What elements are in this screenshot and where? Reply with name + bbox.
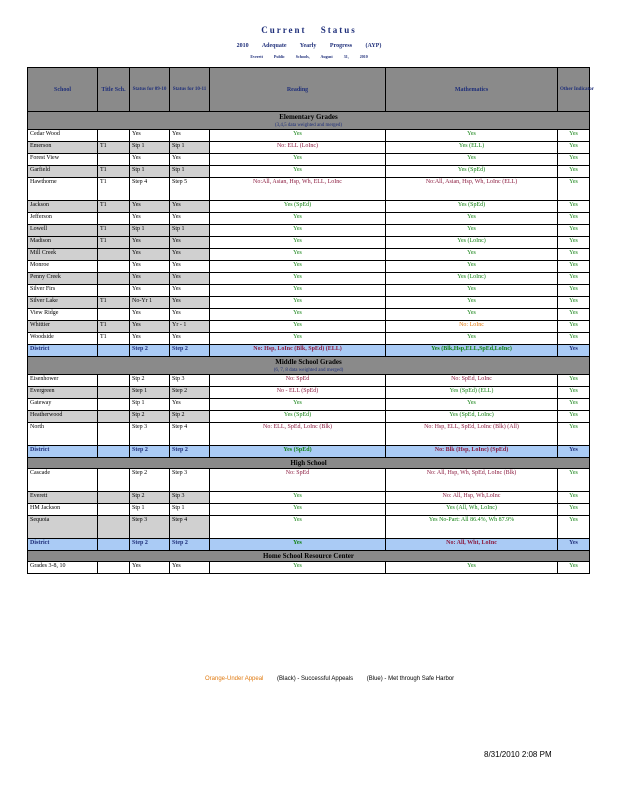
legend-black: (Black) - Successful Appeals bbox=[277, 676, 354, 682]
reading-result: Yes (SpEd) bbox=[210, 446, 386, 458]
col-header-reading: Reading bbox=[210, 68, 386, 112]
section-middle bbox=[28, 357, 590, 375]
status-1011: Stp 1 bbox=[170, 142, 210, 154]
status-0910: Step 2 bbox=[130, 345, 170, 357]
other-indicator: Yes bbox=[558, 166, 590, 178]
title-flag bbox=[98, 249, 130, 261]
school-row bbox=[28, 213, 590, 225]
status-0910: Step 2 bbox=[130, 446, 170, 458]
reading-result: Yes bbox=[210, 516, 386, 539]
legend bbox=[205, 676, 466, 682]
col-header-status-1011: Status for 10-11 bbox=[170, 68, 210, 112]
school-row bbox=[28, 273, 590, 285]
report-subtitle: 2010 Adequate Yearly Progress (AYP) bbox=[236, 43, 382, 49]
title-flag bbox=[98, 411, 130, 423]
math-result: Yes (SpEd) bbox=[386, 166, 558, 178]
school-row bbox=[28, 285, 590, 297]
other-indicator: Yes bbox=[558, 178, 590, 201]
status-0910: Step 2 bbox=[130, 539, 170, 551]
status-1011: Yes bbox=[170, 237, 210, 249]
title-flag bbox=[98, 130, 130, 142]
legend-orange: Orange-Under Appeal bbox=[205, 676, 264, 682]
school-row bbox=[28, 469, 590, 492]
school-name: Eisenhower bbox=[28, 375, 98, 387]
title-flag: T1 bbox=[98, 297, 130, 309]
title-flag bbox=[98, 562, 130, 574]
other-indicator: Yes bbox=[558, 142, 590, 154]
status-0910: Step 2 bbox=[130, 469, 170, 492]
status-0910: Step 3 bbox=[130, 516, 170, 539]
school-row bbox=[28, 154, 590, 166]
reading-result: Yes bbox=[210, 309, 386, 321]
section-elementary bbox=[28, 112, 590, 130]
status-1011: Yes bbox=[170, 309, 210, 321]
math-result: Yes bbox=[386, 399, 558, 411]
math-result: Yes (Blk,Hsp,ELL,SpEd,LoInc) bbox=[386, 345, 558, 357]
other-indicator: Yes bbox=[558, 309, 590, 321]
reading-result: Yes bbox=[210, 130, 386, 142]
other-indicator: Yes bbox=[558, 375, 590, 387]
section-home-cell bbox=[28, 551, 590, 562]
math-result: Yes No-Part: All 86.4%, Wh 87.9% bbox=[386, 516, 558, 539]
math-result: No: SpEd, LoInc bbox=[386, 375, 558, 387]
col-header-title: Title Sch. bbox=[98, 68, 130, 112]
section-middle-cell bbox=[28, 357, 590, 375]
school-name: Jackson bbox=[28, 201, 98, 213]
math-result: No: Hsp, ELL, SpEd, LoInc (Blk) (All) bbox=[386, 423, 558, 446]
status-0910: Stp 1 bbox=[130, 166, 170, 178]
title-flag: T1 bbox=[98, 333, 130, 345]
school-name: Heatherwood bbox=[28, 411, 98, 423]
reading-result: Yes bbox=[210, 166, 386, 178]
school-name: District bbox=[28, 345, 98, 357]
school-name: Grades 3-8, 10 bbox=[28, 562, 98, 574]
section-high-title: High School bbox=[290, 459, 327, 467]
school-name: Sequoia bbox=[28, 516, 98, 539]
title-flag bbox=[98, 345, 130, 357]
school-row bbox=[28, 411, 590, 423]
status-0910: Stp 1 bbox=[130, 142, 170, 154]
section-elementary-cell bbox=[28, 112, 590, 130]
math-result: Yes (SpEd) (ELL) bbox=[386, 387, 558, 399]
status-0910: Yes bbox=[130, 130, 170, 142]
school-name: District bbox=[28, 446, 98, 458]
school-name: Cedar Wood bbox=[28, 130, 98, 142]
title-flag bbox=[98, 504, 130, 516]
title-flag: T1 bbox=[98, 178, 130, 201]
reading-result: Yes bbox=[210, 562, 386, 574]
status-0910: Yes bbox=[130, 201, 170, 213]
other-indicator: Yes bbox=[558, 261, 590, 273]
status-1011: Stp 3 bbox=[170, 375, 210, 387]
col-header-math: Mathematics bbox=[386, 68, 558, 112]
title-flag bbox=[98, 273, 130, 285]
school-name: Gateway bbox=[28, 399, 98, 411]
reading-result: Yes bbox=[210, 261, 386, 273]
status-0910: Step 4 bbox=[130, 178, 170, 201]
status-0910: No-Yr 1 bbox=[130, 297, 170, 309]
school-row bbox=[28, 249, 590, 261]
status-1011: Step 2 bbox=[170, 345, 210, 357]
reading-result: No: ELL (LoInc) bbox=[210, 142, 386, 154]
section-elementary-sub: (3,4,5 data weighted and merged) bbox=[274, 123, 343, 128]
status-1011: Yes bbox=[170, 333, 210, 345]
status-1011: Yes bbox=[170, 562, 210, 574]
reading-result: Yes bbox=[210, 539, 386, 551]
school-row bbox=[28, 375, 590, 387]
status-1011: Yes bbox=[170, 399, 210, 411]
school-name: Cascade bbox=[28, 469, 98, 492]
reading-result: No: SpEd bbox=[210, 469, 386, 492]
reading-result: No: SpEd bbox=[210, 375, 386, 387]
school-row bbox=[28, 516, 590, 539]
status-0910: Yes bbox=[130, 237, 170, 249]
section-elementary-title: Elementary Grades bbox=[279, 113, 338, 121]
legend-blue: (Blue) - Met through Safe Harbor bbox=[366, 676, 455, 682]
math-result: Yes (SpEd) bbox=[386, 201, 558, 213]
math-result: No: All, Hsp, Wh, SpEd, LoInc (Blk) bbox=[386, 469, 558, 492]
other-indicator: Yes bbox=[558, 249, 590, 261]
reading-result: Yes bbox=[210, 213, 386, 225]
math-result: Yes bbox=[386, 261, 558, 273]
reading-result: Yes bbox=[210, 297, 386, 309]
title-flag bbox=[98, 375, 130, 387]
school-row bbox=[28, 261, 590, 273]
col-header-other: Other Indicator bbox=[558, 68, 590, 112]
status-0910: Yes bbox=[130, 261, 170, 273]
math-result: Yes (All, Wh, LoInc) bbox=[386, 504, 558, 516]
school-name: Penny Creek bbox=[28, 273, 98, 285]
other-indicator: Yes bbox=[558, 562, 590, 574]
other-indicator: Yes bbox=[558, 333, 590, 345]
school-name: View Ridge bbox=[28, 309, 98, 321]
status-1011: Stp 2 bbox=[170, 411, 210, 423]
school-name: Whittier bbox=[28, 321, 98, 333]
other-indicator: Yes bbox=[558, 539, 590, 551]
title-flag bbox=[98, 516, 130, 539]
math-result: No:All, Asian, Hsp, Wh, LoInc (ELL) bbox=[386, 178, 558, 201]
status-1011: Yes bbox=[170, 249, 210, 261]
school-row bbox=[28, 504, 590, 516]
status-1011: Yes bbox=[170, 285, 210, 297]
title-flag bbox=[98, 309, 130, 321]
school-row bbox=[28, 166, 590, 178]
title-flag bbox=[98, 469, 130, 492]
status-0910: Yes bbox=[130, 562, 170, 574]
school-name: Everett bbox=[28, 492, 98, 504]
school-row bbox=[28, 492, 590, 504]
status-0910: Yes bbox=[130, 213, 170, 225]
reading-result: No:All, Asian, Hsp, Wh, ELL, LoInc bbox=[210, 178, 386, 201]
status-0910: Yes bbox=[130, 321, 170, 333]
report-title: Current Status bbox=[261, 25, 357, 35]
status-1011: Step 5 bbox=[170, 178, 210, 201]
other-indicator: Yes bbox=[558, 345, 590, 357]
reading-result: Yes bbox=[210, 249, 386, 261]
status-1011: Step 2 bbox=[170, 387, 210, 399]
school-name: Jefferson bbox=[28, 213, 98, 225]
status-0910: Stp 1 bbox=[130, 225, 170, 237]
status-0910: Stp 1 bbox=[130, 504, 170, 516]
status-1011: Yes bbox=[170, 201, 210, 213]
other-indicator: Yes bbox=[558, 469, 590, 492]
other-indicator: Yes bbox=[558, 130, 590, 142]
other-indicator: Yes bbox=[558, 285, 590, 297]
section-middle-sub: (6, 7, 8 data weighted and merged) bbox=[273, 368, 344, 373]
status-1011: Step 3 bbox=[170, 469, 210, 492]
title-flag bbox=[98, 399, 130, 411]
section-high-cell bbox=[28, 458, 590, 469]
reading-result: Yes bbox=[210, 154, 386, 166]
other-indicator: Yes bbox=[558, 387, 590, 399]
title-flag bbox=[98, 213, 130, 225]
title-flag bbox=[98, 446, 130, 458]
reading-result: Yes bbox=[210, 492, 386, 504]
school-name: Madison bbox=[28, 237, 98, 249]
other-indicator: Yes bbox=[558, 321, 590, 333]
other-indicator: Yes bbox=[558, 154, 590, 166]
reading-result: Yes bbox=[210, 273, 386, 285]
other-indicator: Yes bbox=[558, 492, 590, 504]
math-result: Yes bbox=[386, 249, 558, 261]
school-row bbox=[28, 562, 590, 574]
school-row bbox=[28, 237, 590, 249]
reading-result: Yes bbox=[210, 225, 386, 237]
status-0910: Yes bbox=[130, 309, 170, 321]
status-0910: Yes bbox=[130, 249, 170, 261]
title-flag bbox=[98, 492, 130, 504]
reading-result: No: ELL, SpEd, LoInc (Blk) bbox=[210, 423, 386, 446]
reading-result: Yes bbox=[210, 399, 386, 411]
title-flag: T1 bbox=[98, 225, 130, 237]
other-indicator: Yes bbox=[558, 446, 590, 458]
status-1011: Yes bbox=[170, 297, 210, 309]
status-0910: Yes bbox=[130, 285, 170, 297]
status-1011: Stp 3 bbox=[170, 492, 210, 504]
title-flag bbox=[98, 423, 130, 446]
school-name: Silver Lake bbox=[28, 297, 98, 309]
status-1011: Yes bbox=[170, 154, 210, 166]
title-flag bbox=[98, 387, 130, 399]
other-indicator: Yes bbox=[558, 411, 590, 423]
other-indicator: Yes bbox=[558, 399, 590, 411]
school-name: Forest View bbox=[28, 154, 98, 166]
math-result: No: LoInc bbox=[386, 321, 558, 333]
status-1011: Step 4 bbox=[170, 516, 210, 539]
section-middle-title: Middle School Grades bbox=[275, 358, 342, 366]
school-name: Evergreen bbox=[28, 387, 98, 399]
section-home-title: Home School Resource Center bbox=[262, 552, 355, 560]
status-1011: Stp 1 bbox=[170, 504, 210, 516]
school-row bbox=[28, 423, 590, 446]
reading-result: Yes (SpEd) bbox=[210, 201, 386, 213]
status-0910: Step 3 bbox=[130, 423, 170, 446]
school-name: Mill Creek bbox=[28, 249, 98, 261]
math-result: No: Blk (Hsp, LoInc) (SpEd) bbox=[386, 446, 558, 458]
col-header-school: School bbox=[28, 68, 98, 112]
title-flag bbox=[98, 154, 130, 166]
school-name: Garfield bbox=[28, 166, 98, 178]
school-row bbox=[28, 297, 590, 309]
status-1011: Stp 1 bbox=[170, 225, 210, 237]
math-result: No: All, Wht, LoInc bbox=[386, 539, 558, 551]
math-result: No: All, Hsp, Wh,LoInc bbox=[386, 492, 558, 504]
school-row bbox=[28, 178, 590, 201]
status-0910: Stp 2 bbox=[130, 492, 170, 504]
school-row bbox=[28, 142, 590, 154]
school-row bbox=[28, 201, 590, 213]
other-indicator: Yes bbox=[558, 504, 590, 516]
school-row bbox=[28, 387, 590, 399]
district-row bbox=[28, 446, 590, 458]
title-flag: T1 bbox=[98, 142, 130, 154]
school-name: Monroe bbox=[28, 261, 98, 273]
school-row bbox=[28, 333, 590, 345]
school-name: Emerson bbox=[28, 142, 98, 154]
math-result: Yes bbox=[386, 154, 558, 166]
section-home bbox=[28, 551, 590, 562]
other-indicator: Yes bbox=[558, 273, 590, 285]
title-flag bbox=[98, 261, 130, 273]
school-name: North bbox=[28, 423, 98, 446]
title-flag bbox=[98, 285, 130, 297]
status-1011: Yes bbox=[170, 273, 210, 285]
reading-result: Yes bbox=[210, 285, 386, 297]
status-0910: Step 1 bbox=[130, 387, 170, 399]
school-row bbox=[28, 225, 590, 237]
other-indicator: Yes bbox=[558, 237, 590, 249]
school-row bbox=[28, 399, 590, 411]
status-1011: Yes bbox=[170, 261, 210, 273]
math-result: Yes bbox=[386, 285, 558, 297]
status-1011: Step 2 bbox=[170, 446, 210, 458]
math-result: Yes bbox=[386, 333, 558, 345]
math-result: Yes (LoInc) bbox=[386, 273, 558, 285]
other-indicator: Yes bbox=[558, 225, 590, 237]
school-row bbox=[28, 130, 590, 142]
reading-result: Yes bbox=[210, 333, 386, 345]
section-high bbox=[28, 458, 590, 469]
math-result: Yes bbox=[386, 309, 558, 321]
math-result: Yes (ELL) bbox=[386, 142, 558, 154]
status-1011: Step 2 bbox=[170, 539, 210, 551]
school-row bbox=[28, 321, 590, 333]
math-result: Yes bbox=[386, 225, 558, 237]
reading-result: Yes bbox=[210, 504, 386, 516]
reading-result: No: Hsp, LoInc (Blk, SpEd) (ELL) bbox=[210, 345, 386, 357]
status-1011: Yes bbox=[170, 130, 210, 142]
status-1011: Yes bbox=[170, 213, 210, 225]
reading-result: No - ELL (SpEd) bbox=[210, 387, 386, 399]
school-name: Woodside bbox=[28, 333, 98, 345]
ayp-status-table bbox=[27, 67, 594, 574]
other-indicator: Yes bbox=[558, 516, 590, 539]
school-name: District bbox=[28, 539, 98, 551]
status-1011: Step 4 bbox=[170, 423, 210, 446]
title-flag: T1 bbox=[98, 166, 130, 178]
status-0910: Stp 2 bbox=[130, 411, 170, 423]
math-result: Yes bbox=[386, 562, 558, 574]
status-1011: Stp 1 bbox=[170, 166, 210, 178]
other-indicator: Yes bbox=[558, 297, 590, 309]
report-district-line: Everett Public Schools, August 31, 2010 bbox=[250, 54, 368, 59]
school-name: Lowell bbox=[28, 225, 98, 237]
title-flag: T1 bbox=[98, 321, 130, 333]
title-flag: T1 bbox=[98, 237, 130, 249]
district-row bbox=[28, 345, 590, 357]
school-name: Silver Firs bbox=[28, 285, 98, 297]
school-name: HM Jackson bbox=[28, 504, 98, 516]
school-name: Hawthorne bbox=[28, 178, 98, 201]
status-0910: Yes bbox=[130, 273, 170, 285]
status-0910: Stp 1 bbox=[130, 399, 170, 411]
other-indicator: Yes bbox=[558, 213, 590, 225]
math-result: Yes bbox=[386, 213, 558, 225]
status-1011: Yr - 1 bbox=[170, 321, 210, 333]
reading-result: Yes bbox=[210, 237, 386, 249]
math-result: Yes (SpEd, LoInc) bbox=[386, 411, 558, 423]
status-0910: Yes bbox=[130, 154, 170, 166]
status-0910: Stp 2 bbox=[130, 375, 170, 387]
title-flag: T1 bbox=[98, 201, 130, 213]
math-result: Yes bbox=[386, 130, 558, 142]
reading-result: Yes bbox=[210, 321, 386, 333]
school-row bbox=[28, 309, 590, 321]
district-row bbox=[28, 539, 590, 551]
title-flag bbox=[98, 539, 130, 551]
print-timestamp: 8/31/2010 2:08 PM bbox=[484, 750, 552, 759]
other-indicator: Yes bbox=[558, 201, 590, 213]
math-result: Yes bbox=[386, 297, 558, 309]
other-indicator: Yes bbox=[558, 423, 590, 446]
reading-result: Yes (SpEd) bbox=[210, 411, 386, 423]
math-result: Yes (LoInc) bbox=[386, 237, 558, 249]
col-header-status-0910: Status for 09-10 bbox=[130, 68, 170, 112]
status-0910: Yes bbox=[130, 333, 170, 345]
